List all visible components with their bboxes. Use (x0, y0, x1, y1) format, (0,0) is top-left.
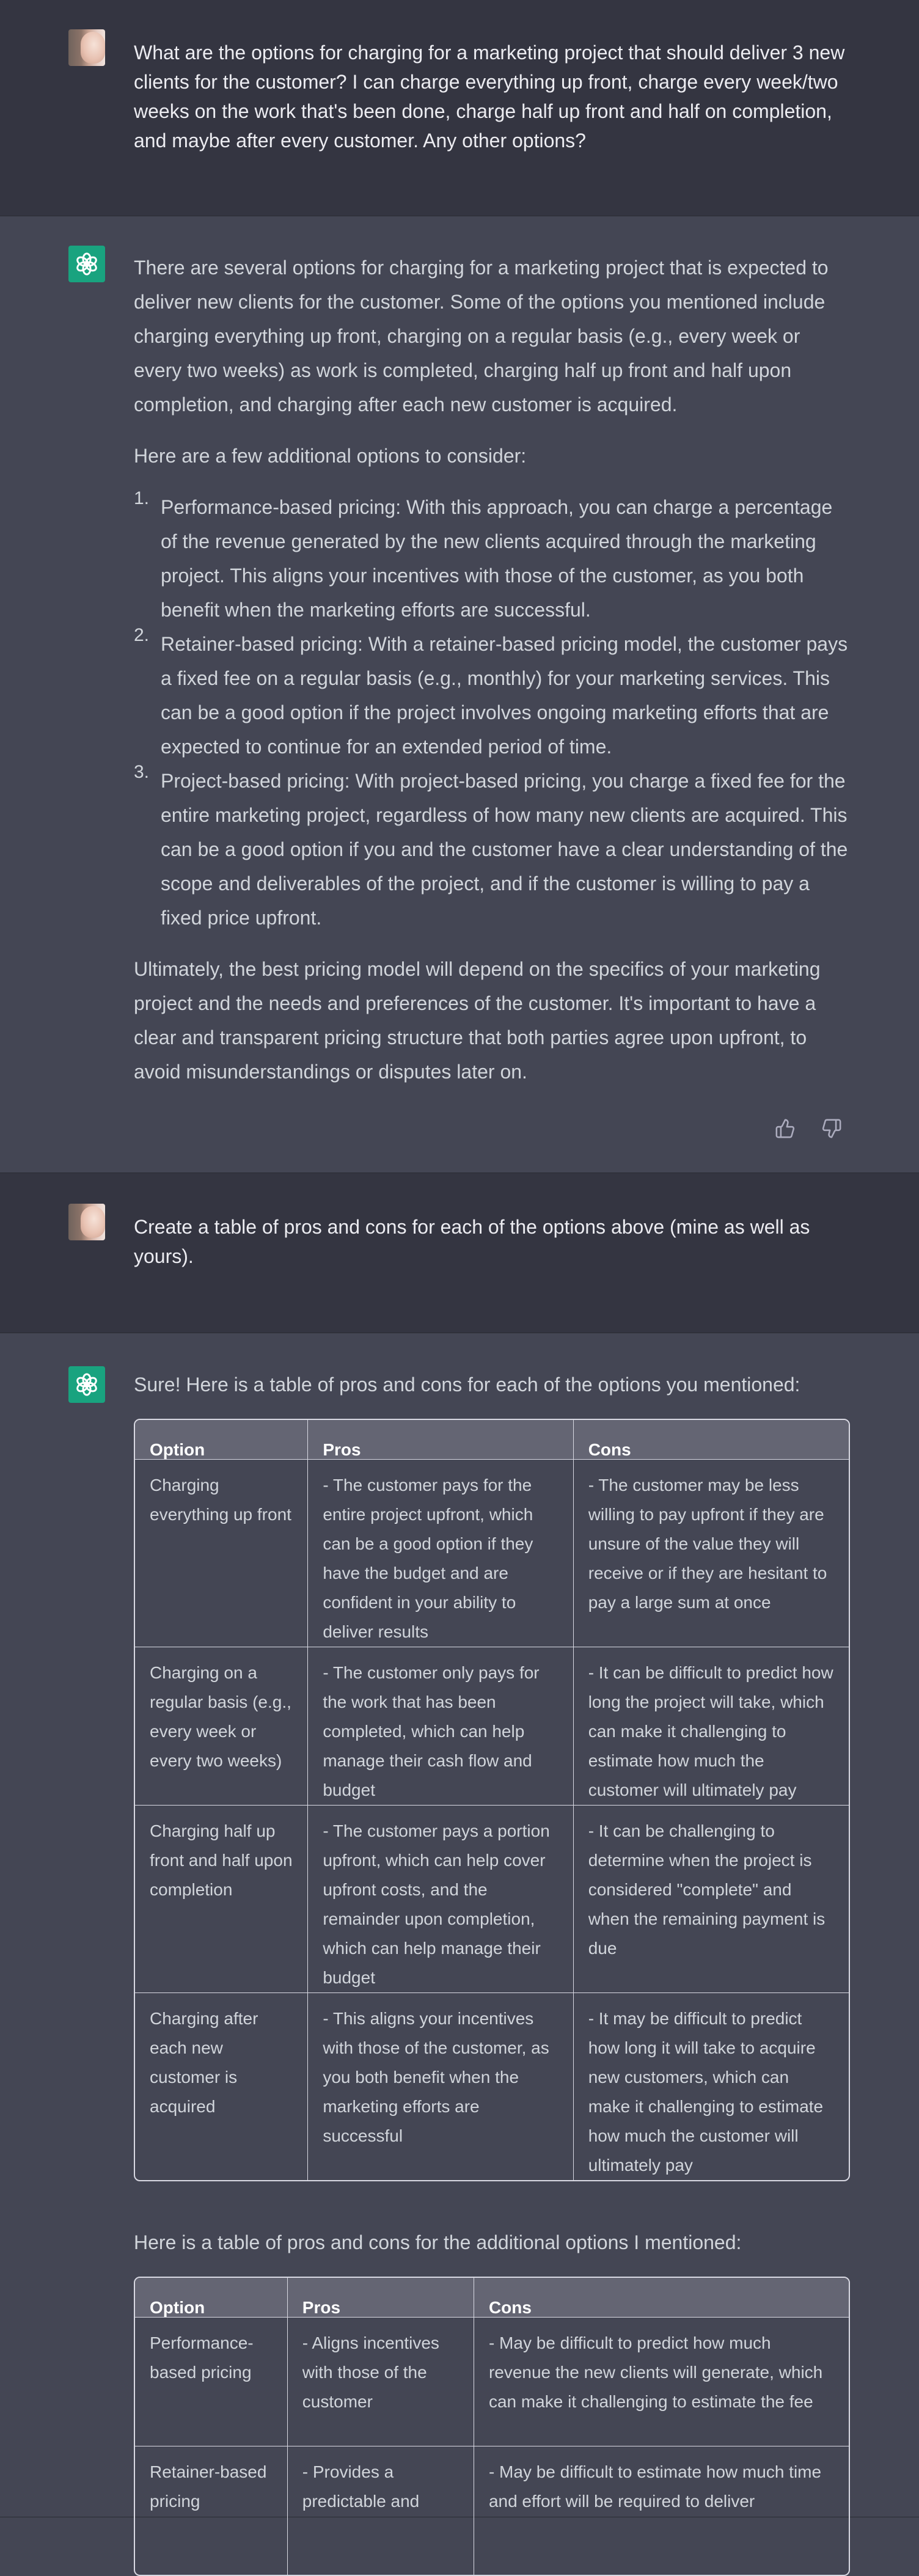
cell-text: - The customer may be less willing to pay upfront if they are unsure of the value they will receive or if they are hesitant to pay a large sum at once (588, 1476, 827, 1612)
column-header-option: Option (135, 2278, 288, 2318)
list-number: 3. (134, 762, 150, 782)
list-item (134, 490, 850, 627)
pros-cons-table-1 (134, 1419, 850, 2181)
cell-text: - The customer only pays for the work that has been completed, which can help manage their cash flow and budget (323, 1663, 540, 1799)
thumbs-down-icon[interactable] (821, 1118, 842, 1139)
table-cell-pros (308, 1993, 573, 2180)
cell-text: - May be difficult to predict how much revenue the new clients will generate, which can make it challenging to estimate the fee (488, 2333, 823, 2411)
table-cell-cons (474, 2318, 849, 2446)
cell-text: - The customer pays a portion upfront, which can help cover upfront costs, and the remainder upon completion, which can help manage their budget (323, 1821, 550, 1987)
pros-cons-table-2 (134, 2277, 850, 2576)
cell-text: Charging on a regular basis (e.g., every week or every two weeks) (150, 1663, 291, 1770)
table-row (135, 2446, 849, 2575)
cell-text: - It may be difficult to predict how long it will take to acquire new customers, which can make it challenging to estimate how much the customer will ultimately pay (588, 2009, 824, 2175)
list-item (134, 764, 850, 935)
assistant-lead-paragraph: Here are a few additional options to consider: (134, 445, 527, 467)
table-header-row (135, 2278, 849, 2318)
assistant-conclusion-paragraph: Ultimately, the best pricing model will depend on the specifics of your marketing project and the needs and preferences of the customer. It's important to have a clear and transparent pricing structure that both parties agree upon upfront, to avoid misunderstandings or disputes later on. (134, 958, 821, 1083)
column-header-option: Option (135, 1420, 308, 1460)
cell-text: - May be difficult to estimate how much time and effort will be required to deliver (488, 2462, 822, 2511)
assistant-intro-paragraph: Sure! Here is a table of pros and cons for each of the options you mentioned: (134, 1374, 800, 1396)
assistant-avatar (68, 1366, 105, 1403)
user-message-turn-1 (0, 0, 919, 216)
table-cell-option (135, 1806, 308, 1993)
cell-text: - It can be difficult to predict how long the project will take, which can make it challenging to estimate how much the customer will ultimately pay (588, 1663, 833, 1799)
user-message-text: What are the options for charging for a marketing project that should deliver 3 new clients for the customer? I can charge everything up front, charge every week/two weeks on the work that's been done, charge half up front and half on completion, and maybe after every customer. Any other options? (134, 42, 845, 152)
cell-text: - The customer pays for the entire project upfront, which can be a good option if they have the budget and are confident in your ability to deliver results (323, 1476, 533, 1641)
list-number: 2. (134, 625, 150, 645)
table-cell-pros (308, 1806, 573, 1993)
table-cell-pros (288, 2446, 474, 2575)
cell-text: Charging everything up front (150, 1476, 291, 1524)
cell-text: - This aligns your incentives with those of the customer, as you both benefit when the marketing efforts are successful (323, 2009, 549, 2145)
cell-text: - Aligns incentives with those of the customer (302, 2333, 439, 2411)
cell-text: Retainer-based pricing (150, 2462, 267, 2511)
assistant-lead-paragraph: Here is a table of pros and cons for the additional options I mentioned: (134, 2231, 742, 2253)
table-cell-option (135, 1460, 308, 1647)
table-cell-cons (474, 2446, 849, 2575)
list-item-text: Project-based pricing: With project-based pricing, you charge a fixed fee for the entire marketing project, regardless of how many new clients are acquired. This can be a good option if you and the customer have a clear understanding of the scope and deliverables of the project, and if the customer is willing to pay a fixed price upfront. (161, 770, 848, 929)
table-cell-option (135, 2318, 288, 2446)
user-avatar (68, 29, 105, 66)
thumbs-up-icon[interactable] (775, 1118, 796, 1139)
table-cell-option (135, 1993, 308, 2180)
additional-options-list (134, 490, 850, 935)
list-item-text: Retainer-based pricing: With a retainer-based pricing model, the customer pays a fixed fee on a regular basis (e.g., monthly) for your marketing services. This can be a good option if the project involves ongoing marketing efforts that are expected to continue for an extended period of time. (161, 633, 848, 758)
column-header-pros: Pros (288, 2278, 474, 2318)
table-cell-pros (308, 1647, 573, 1806)
table-cell-option (135, 2446, 288, 2575)
user-message-turn-2 (0, 1173, 919, 1333)
assistant-message-turn-1 (0, 216, 919, 1173)
table-row (135, 2318, 849, 2446)
user-message-text: Create a table of pros and cons for each of the options above (mine as well as yours). (134, 1216, 810, 1267)
table-cell-cons (574, 1460, 849, 1647)
column-header-pros: Pros (308, 1420, 573, 1460)
table-cell-option (135, 1647, 308, 1806)
table-cell-pros (288, 2318, 474, 2446)
cell-text: Charging after each new customer is acquired (150, 2009, 258, 2116)
table-row (135, 1647, 849, 1806)
table-cell-cons (574, 1993, 849, 2180)
assistant-intro-paragraph: There are several options for charging for a marketing project that is expected to deliver new clients for the customer. Some of the options you mentioned include charging everything up front, charging on a regular basis (e.g., every week or every two weeks) as work is completed, charging half up front and half upon completion, and charging after each new customer is acquired. (134, 257, 829, 415)
list-number: 1. (134, 488, 150, 508)
openai-logo-icon (75, 252, 99, 276)
list-item-text: Performance-based pricing: With this approach, you can charge a percentage of the revenue generated by the new clients acquired through the marketing project. This aligns your incentives with those of the customer, as you both benefit when the marketing efforts are successful. (161, 496, 833, 621)
column-header-cons: Cons (474, 2278, 849, 2318)
table-row (135, 1806, 849, 1993)
list-item (134, 627, 850, 764)
feedback-buttons (775, 1118, 842, 1139)
table-row (135, 1460, 849, 1647)
assistant-avatar (68, 246, 105, 282)
table-row (135, 1993, 849, 2180)
user-avatar (68, 1204, 105, 1240)
table-header-row (135, 1420, 849, 1460)
cell-text: Charging half up front and half upon completion (150, 1821, 293, 1899)
cell-text: - Provides a predictable and (302, 2462, 420, 2511)
cell-text: Performance-based pricing (150, 2333, 254, 2382)
table-cell-cons (574, 1647, 849, 1806)
openai-logo-icon (75, 1372, 99, 1397)
assistant-message-turn-2 (0, 1333, 919, 2517)
cell-text: - It can be challenging to determine when the project is considered "complete" and when the remaining payment is due (588, 1821, 826, 1958)
table-cell-pros (308, 1460, 573, 1647)
table-cell-cons (574, 1806, 849, 1993)
column-header-cons: Cons (574, 1420, 849, 1460)
